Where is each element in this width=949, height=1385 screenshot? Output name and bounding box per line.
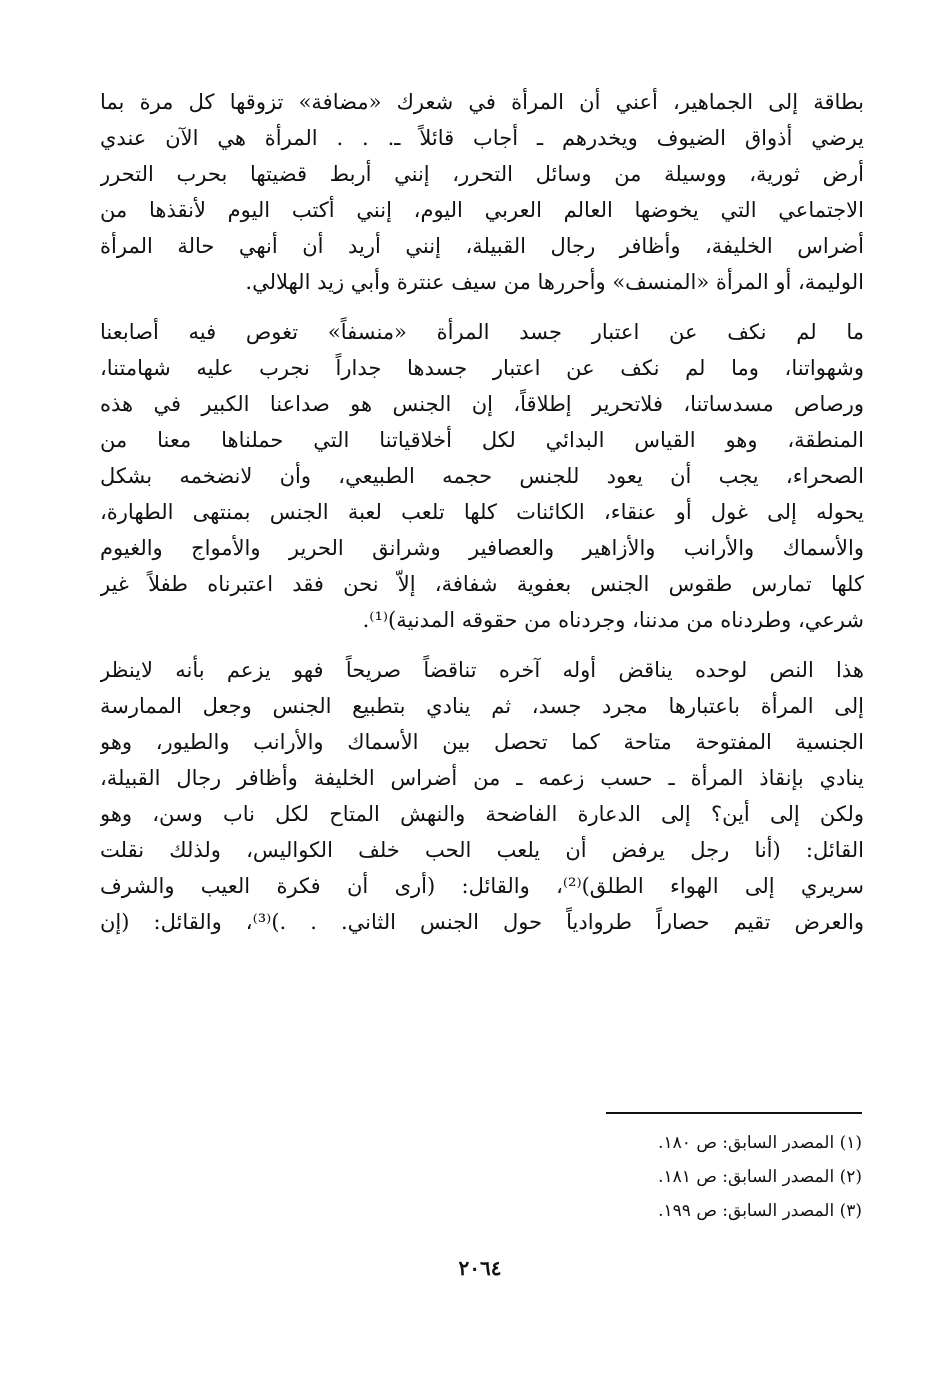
footnotes bbox=[560, 1126, 862, 1228]
footnote-1: (١) المصدر السابق: ص ١٨٠. bbox=[658, 1133, 862, 1153]
text-line: ينادي بإنقاذ المرأة ـ حسب زعمه ـ من أضراس الخليفة وأظافر رجال القبيلة، bbox=[100, 766, 864, 790]
text-line: سريري إلى الهواء الطلق)⁽²⁾، والقائل: (أرى أن فكرة العيب والشرف bbox=[100, 874, 864, 898]
footnote-3: (٣) المصدر السابق: ص ١٩٩. bbox=[658, 1201, 862, 1221]
text-line: شرعي، وطردناه من مدننا، وجردناه من حقوقه المدنية)⁽¹⁾. bbox=[362, 608, 864, 632]
text-line: القائل: (أنا رجل يرفض أن يلعب الحب خلف الكواليس، ولذلك نقلت bbox=[100, 838, 864, 862]
text-line: أضراس الخليفة، وأظافر رجال القبيلة، إنني أريد أن أنهي حالة المرأة bbox=[100, 234, 864, 258]
body-text bbox=[100, 84, 864, 940]
text-line: ولكن إلى أين؟ إلى الدعارة الفاضحة والنهش المتاح لكل ناب وسن، وهو bbox=[100, 802, 864, 826]
text-line: المنطقة، وهو القياس البدائي لكل أخلاقياتنا التي حملناها معنا من bbox=[100, 428, 864, 452]
text-line: يرضي أذواق الضيوف ويخدرهم ـ أجاب قائلاً ـ. . . المرأة هي الآن عندي bbox=[100, 126, 864, 150]
footnote-2: (٢) المصدر السابق: ص ١٨١. bbox=[658, 1167, 862, 1187]
text-line: الجنسية المفتوحة متاحة كما تحصل بين الأسماك والأرانب والطيور، وهو bbox=[100, 730, 864, 754]
text-line: هذا النص لوحده يناقض أوله آخره تناقضاً صريحاً فهو يزعم بأنه لاينظر bbox=[100, 658, 864, 682]
text-line: الوليمة، أو المرأة «المنسف» وأحررها من سيف عنترة وأبي زيد الهلالي. bbox=[245, 270, 864, 294]
paragraph-3 bbox=[100, 652, 864, 940]
text-line: إلى المرأة باعتبارها مجرد جسد، ثم ينادي بتطبيع الجنس وجعل الممارسة bbox=[100, 694, 864, 718]
text-line: الاجتماعي التي يخوضها العالم العربي اليوم، إنني أكتب اليوم لأنقذها من bbox=[100, 198, 864, 222]
paragraph-2 bbox=[100, 314, 864, 638]
text-line: والأسماك والأرانب والأزاهير والعصافير وشرانق الحرير والأمواج والغيوم bbox=[100, 536, 864, 560]
text-line: والعرض تقيم حصاراً طروادياً حول الجنس الثاني. . .)⁽³⁾، والقائل: (إن bbox=[100, 910, 864, 934]
text-line: كلها تمارس طقوس الجنس بعفوية شفافة، إلاّ نحن فقد اعتبرناه طفلاً غير bbox=[100, 572, 864, 596]
text-line: ما لم نكف عن اعتبار جسد المرأة «منسفاً» تغوص فيه أصابعنا bbox=[100, 320, 864, 344]
text-line: بطاقة إلى الجماهير، أعني أن المرأة في شعرك «مضافة» تزوقها كل مرة بما bbox=[100, 90, 864, 114]
text-line: الصحراء، يجب أن يعود للجنس حجمه الطبيعي، وأن لانضخمه بشكل bbox=[100, 464, 864, 488]
text-line: أرض ثورية، ووسيلة من وسائل التحرر، إنني أربط قضيتها بحرب التحرر bbox=[100, 162, 864, 186]
text-line: يحوله إلى غول أو عنقاء، الكائنات كلها تلعب لعبة الجنس بمنتهى الطهارة، bbox=[100, 500, 864, 524]
text-line: ورصاص مسدساتنا، فلاتحرير إطلاقاً، إن الجنس هو صداعنا الكبير في هذه bbox=[100, 392, 864, 416]
page-number: ٢٠٦٤ bbox=[458, 1256, 502, 1280]
text-line: وشهواتنا، وما لم نكف عن اعتبار جسدها جداراً نجرب عليه شهامتنا، bbox=[100, 356, 864, 380]
paragraph-1 bbox=[100, 84, 864, 300]
footnote-divider bbox=[606, 1112, 862, 1114]
